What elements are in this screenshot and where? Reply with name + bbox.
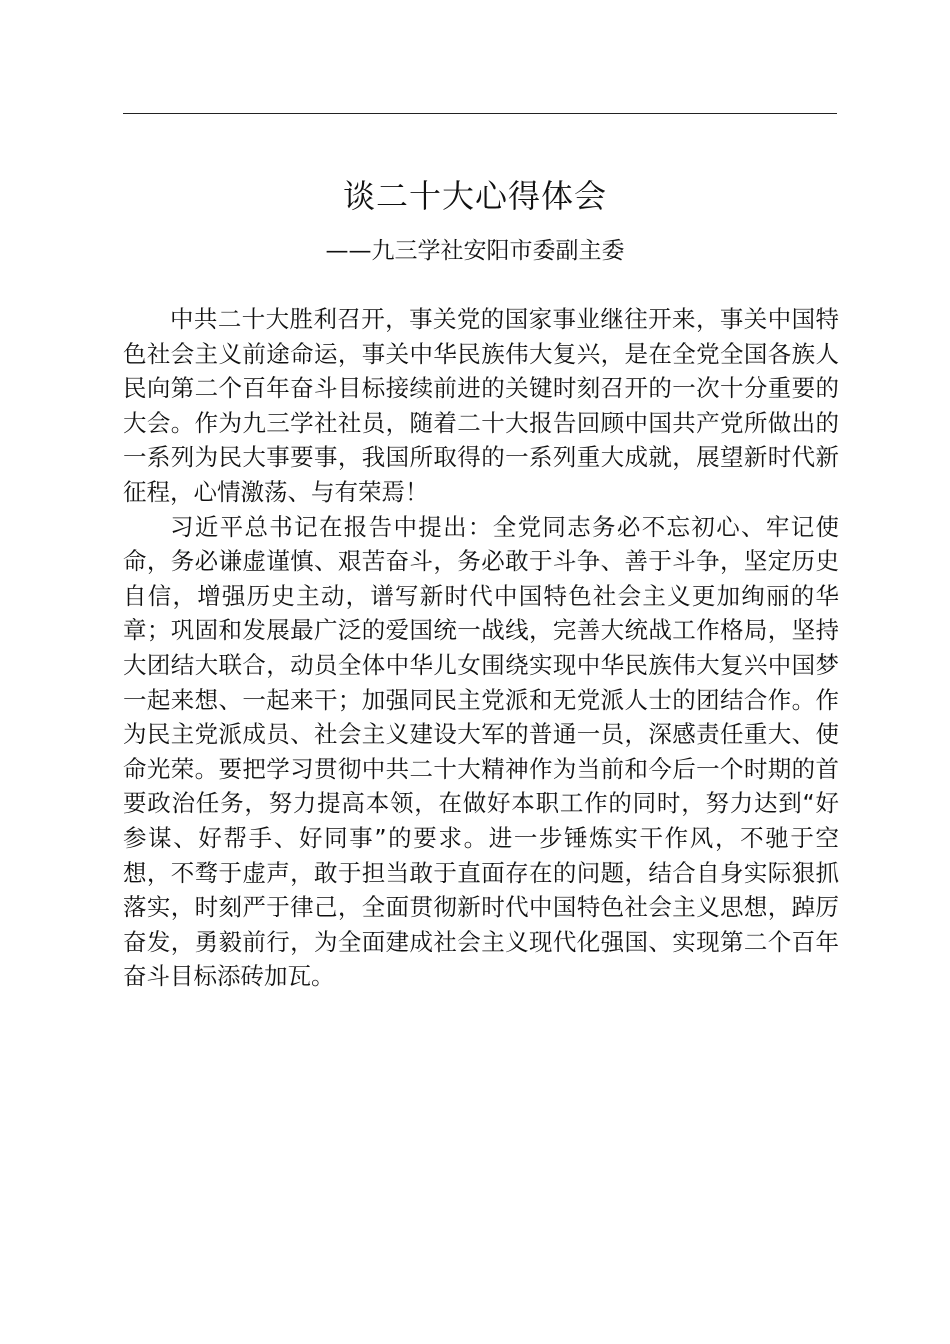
document-subtitle: ——九三学社安阳市委副主委 <box>325 238 625 264</box>
header-rule <box>123 113 837 114</box>
body-paragraph: 习近平总书记在报告中提出：全党同志务必不忘初心、牢记使命，务必谦虚谨慎、艰苦奋斗，务必敢于斗争、善于斗争，坚定历史自信，增强历史主动，谱写新时代中国特色社会主义更加绚丽的华章；巩固和发展最广泛的爱国统一战线，完善大统战工作格局，坚持大团结大联合，动员全体中华儿女围绕实现中华民族伟大复兴中国梦一起来想、一起来干；加强同民主党派和无党派人士的团结合作。作为民主党派成员、社会主义建设大军的普通一员，深感责任重大、使命光荣。要把学习贯彻中共二十大精神作为当前和今后一个时期的首要政治任务，努力提高本领，在做好本职工作的同时，努力达到“好参谋、好帮手、好同事”的要求。进一步锤炼实干作风，不驰于空想，不骛于虚声，敢于担当敢于直面存在的问题，结合自身实际狠抓落实，时刻严于律己，全面贯彻新时代中国特色社会主义思想，踔厉奋发，勇毅前行，为全面建成社会主义现代化强国、实现第二个百年奋斗目标添砖加瓦。 <box>123 512 839 991</box>
body-paragraph: 中共二十大胜利召开，事关党的国家事业继往开来，事关中国特色社会主义前途命运，事关中华民族伟大复兴，是在全党全国各族人民向第二个百年奋斗目标接续前进的关键时刻召开的一次十分重要的大会。作为九三学社社员，随着二十大报告回顾中国共产党所做出的一系列为民大事要事，我国所取得的一系列重大成就，展望新时代新征程，心情激荡、与有荣焉！ <box>123 305 839 506</box>
document-body <box>123 302 839 994</box>
document-title: 谈二十大心得体会 <box>342 177 607 215</box>
